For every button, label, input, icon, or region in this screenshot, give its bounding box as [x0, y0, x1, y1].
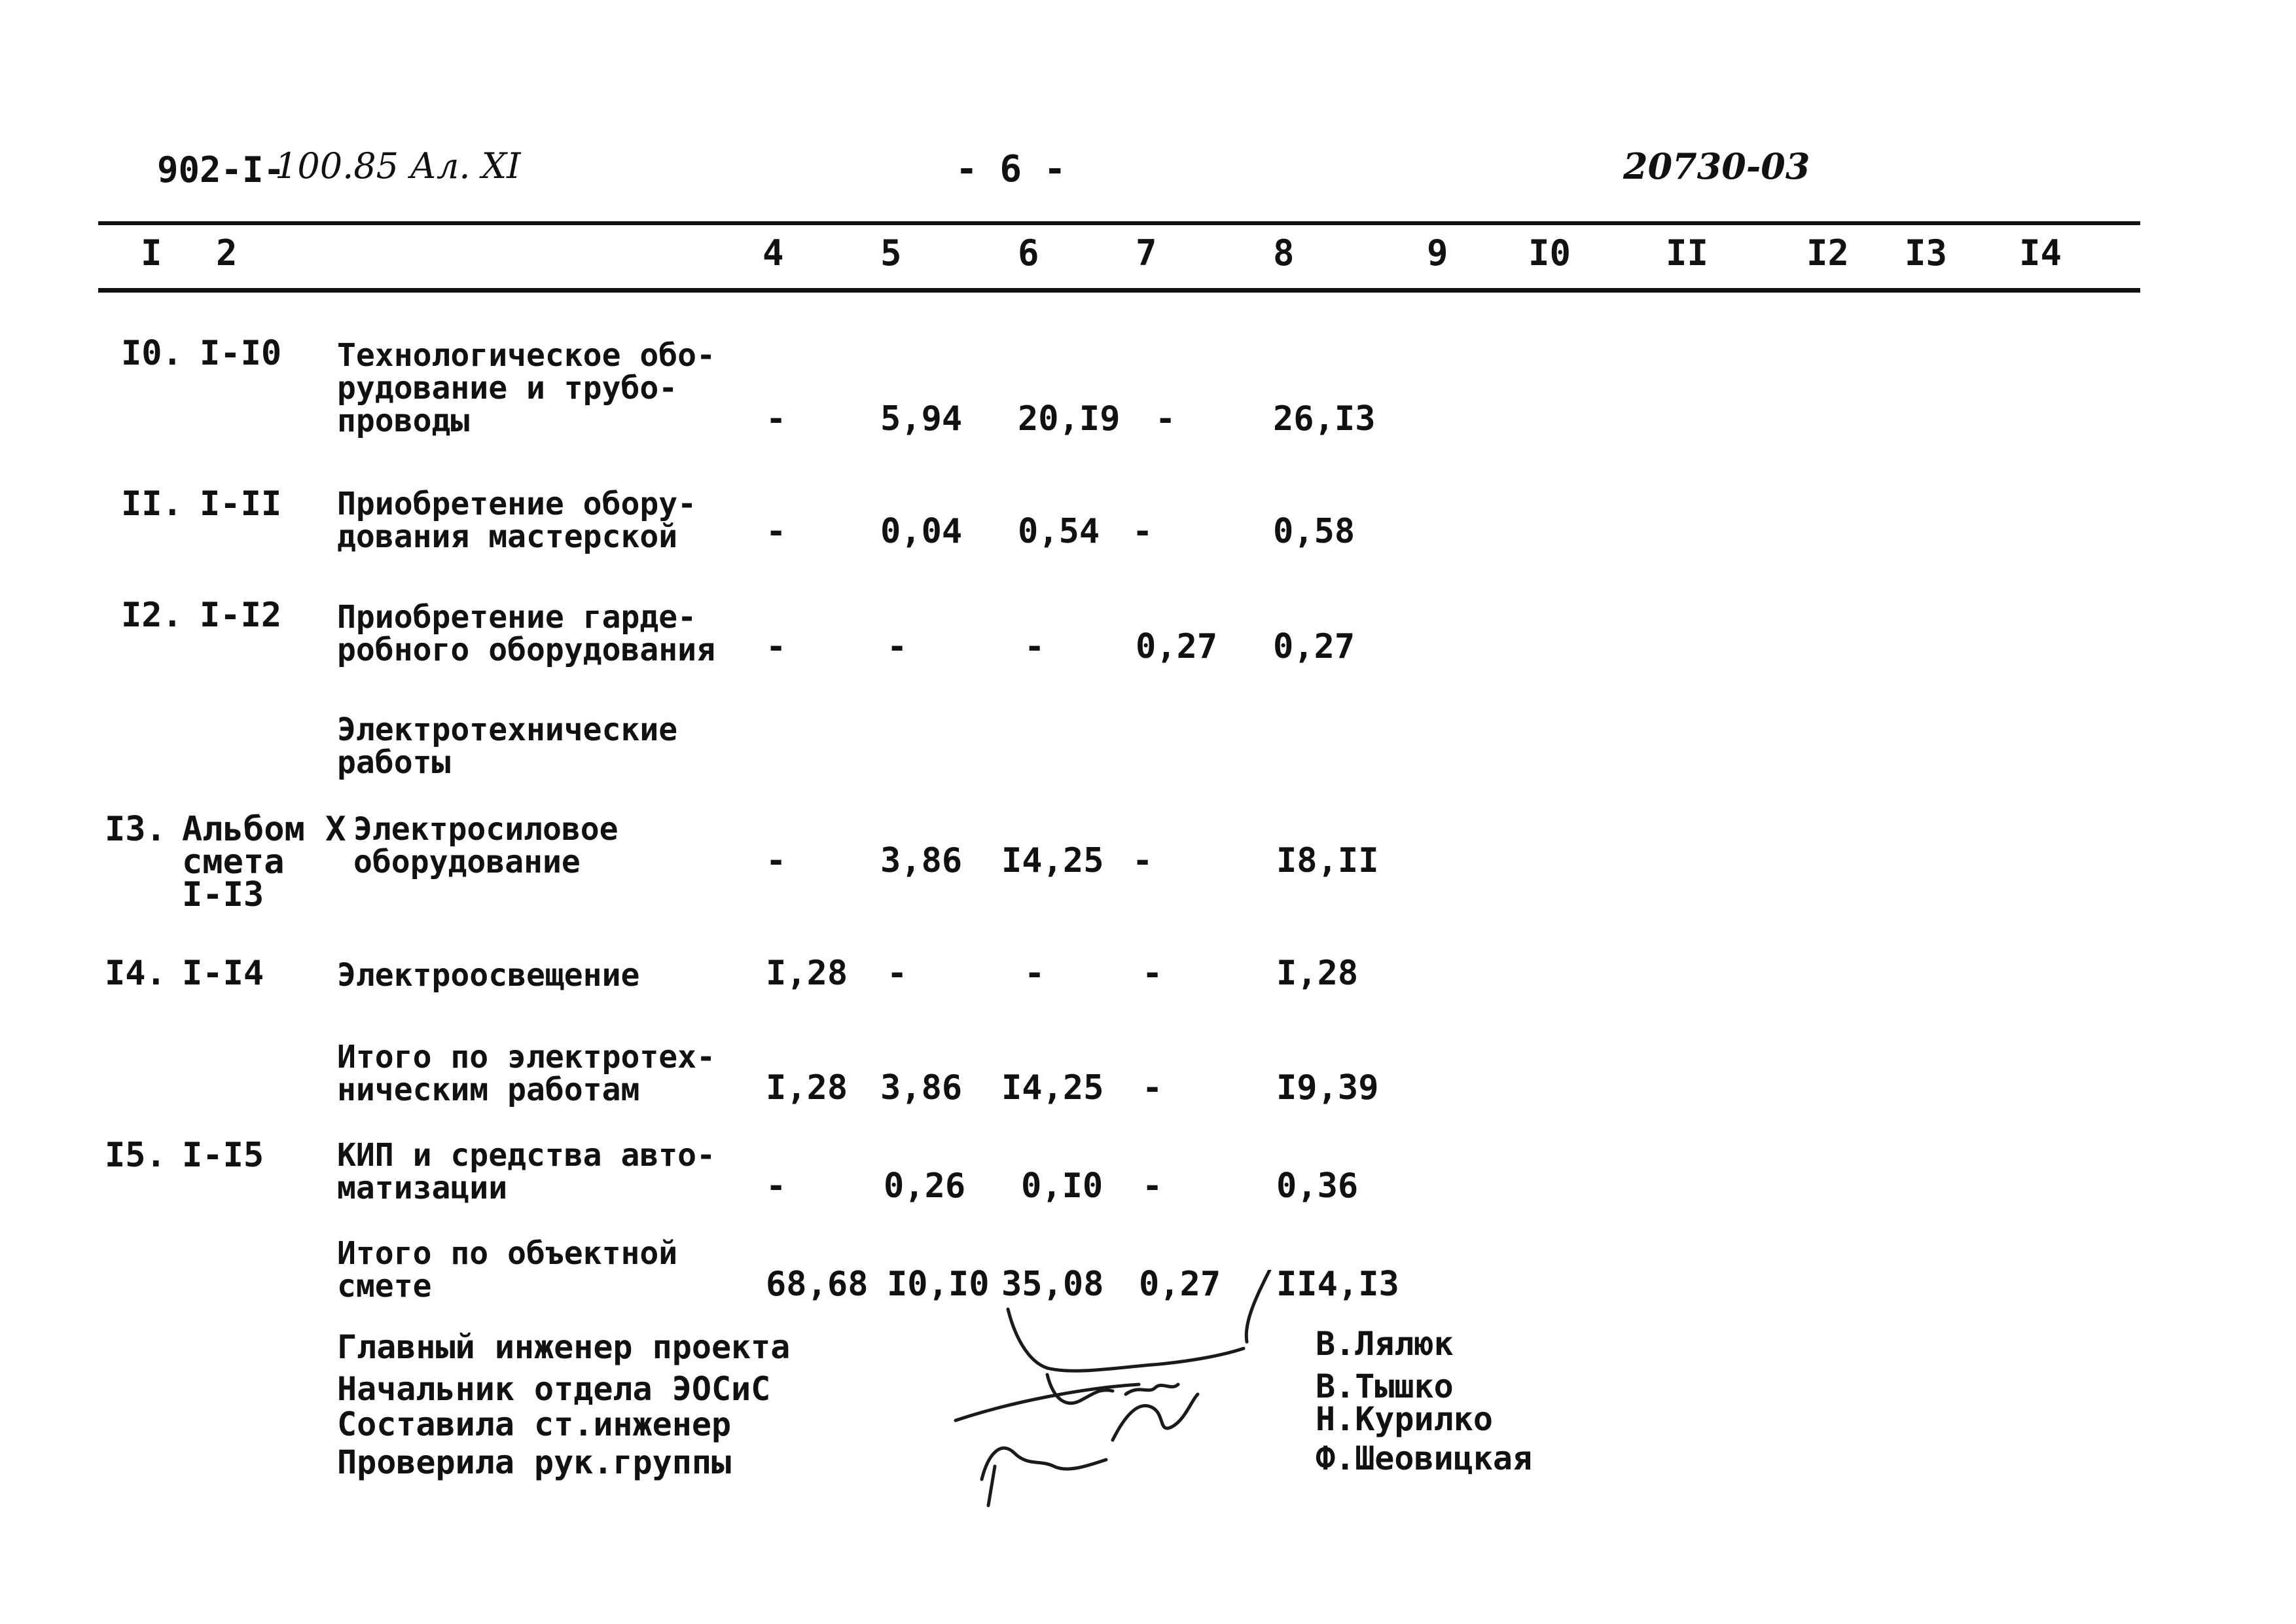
column-number: 9: [1427, 232, 1448, 274]
row-description-line: Приобретение обору-: [337, 486, 697, 522]
row-description-line: матизации: [337, 1170, 508, 1206]
row-number: I0.: [121, 334, 183, 373]
handwritten-signatures: [916, 1265, 1309, 1532]
row-description-line: дования мастерской: [337, 518, 678, 555]
signature-stroke: [1047, 1375, 1113, 1403]
column-number: I2: [1806, 232, 1850, 274]
cell-col4: -: [766, 512, 787, 551]
cell-col4: -: [766, 627, 787, 666]
row-number: I2.: [121, 596, 183, 635]
cell-col5: 0,26: [884, 1166, 966, 1206]
signature-stroke: [988, 1466, 995, 1506]
cell-col5: -: [887, 627, 908, 666]
section-heading-line: работы: [337, 744, 451, 781]
document-reference-handwritten: 100.85 Ал. XI: [275, 145, 521, 187]
page-number: - 6 -: [956, 148, 1066, 190]
cell-col7: 0,27: [1139, 1265, 1221, 1304]
row-reference-line: I-I3: [182, 875, 264, 914]
header-bottom-rule: [98, 288, 2140, 293]
signature-stroke: [1113, 1394, 1198, 1440]
cell-col6: -: [1024, 627, 1045, 666]
signatory-title: Проверила рук.группы: [337, 1443, 732, 1481]
row-description-line: рудование и трубо-: [337, 370, 678, 406]
top-rule: [98, 221, 2140, 225]
row-number: I4.: [105, 954, 166, 993]
signatory-name: В.Лялюк: [1316, 1325, 1454, 1363]
row-description-line: оборудование: [353, 844, 581, 880]
document-code: 20730-03: [1623, 145, 1810, 187]
cell-col7: -: [1142, 1068, 1163, 1108]
row-description-line: КИП и средства авто-: [337, 1137, 715, 1174]
column-number: 8: [1273, 232, 1295, 274]
cell-col6: 35,08: [1001, 1265, 1104, 1304]
subtotal-label-line: Итого по электротех-: [337, 1039, 715, 1075]
cell-col6: 20,I9: [1018, 399, 1121, 439]
signature-stroke: [1246, 1270, 1270, 1342]
total-label-line: смете: [337, 1268, 432, 1305]
cell-col7: -: [1132, 841, 1153, 880]
column-number: I0: [1528, 232, 1571, 274]
cell-col8: II4,I3: [1276, 1265, 1399, 1304]
column-number: I4: [2019, 232, 2062, 274]
column-number: 7: [1136, 232, 1157, 274]
cell-col4: -: [766, 399, 787, 439]
cell-col6: -: [1024, 954, 1045, 993]
signatory-name: В.Тышко: [1316, 1367, 1454, 1405]
cell-col8: 0,27: [1273, 627, 1355, 666]
row-number: I5.: [105, 1136, 166, 1175]
row-description-line: Электросиловое: [353, 811, 619, 848]
row-reference: I-I0: [200, 334, 282, 373]
cell-col4: I,28: [766, 1068, 848, 1108]
cell-col4: -: [766, 1166, 787, 1206]
section-heading-line: Электротехнические: [337, 712, 678, 748]
signatory-title: Составила ст.инженер: [337, 1405, 732, 1443]
signatory-title: Начальник отдела ЭОСиС: [337, 1370, 771, 1408]
cell-col5: I0,I0: [887, 1265, 990, 1304]
cell-col5: 5,94: [880, 399, 963, 439]
row-description-line: Приобретение гарде-: [337, 599, 697, 636]
cell-col6: 0,54: [1018, 512, 1100, 551]
row-description-line: Электроосвещение: [337, 957, 640, 994]
column-number: 5: [880, 232, 902, 274]
signature-stroke: [1008, 1309, 1244, 1371]
row-reference: I-I2: [200, 596, 282, 635]
cell-col6: I4,25: [1001, 1068, 1104, 1108]
row-number: I3.: [105, 810, 166, 849]
row-reference: I-II: [200, 484, 282, 524]
cell-col8: I8,II: [1276, 841, 1379, 880]
cell-col5: -: [887, 954, 908, 993]
signature-stroke: [982, 1448, 1106, 1479]
cell-col8: 0,36: [1276, 1166, 1359, 1206]
column-number: 6: [1018, 232, 1039, 274]
signatory-name: Ф.Шеовицкая: [1316, 1439, 1533, 1477]
cell-col7: -: [1142, 954, 1163, 993]
row-description-line: робного оборудования: [337, 632, 715, 668]
row-reference: I-I5: [182, 1136, 264, 1175]
row-description-line: Технологическое обо-: [337, 337, 715, 374]
signatory-title: Главный инженер проекта: [337, 1328, 791, 1366]
column-number: 2: [216, 232, 238, 274]
cell-col4: 68,68: [766, 1265, 869, 1304]
row-description-line: проводы: [337, 403, 470, 439]
column-number: I: [141, 232, 162, 274]
cell-col7: -: [1132, 512, 1153, 551]
total-label-line: Итого по объектной: [337, 1235, 678, 1272]
row-reference-line: смета: [182, 842, 285, 882]
cell-col8: I9,39: [1276, 1068, 1379, 1108]
cell-col5: 3,86: [880, 1068, 963, 1108]
cell-col6: 0,I0: [1021, 1166, 1103, 1206]
row-reference: Альбом X: [182, 810, 346, 849]
cell-col5: 0,04: [880, 512, 963, 551]
cell-col8: 26,I3: [1273, 399, 1376, 439]
subtotal-label-line: ническим работам: [337, 1072, 640, 1108]
document-reference: 902-I-: [157, 149, 285, 190]
column-number: II: [1666, 232, 1709, 274]
cell-col8: 0,58: [1273, 512, 1355, 551]
signatory-name: Н.Курилко: [1316, 1400, 1493, 1438]
column-number: I3: [1905, 232, 1948, 274]
column-number: 4: [762, 232, 784, 274]
cell-col4: -: [766, 841, 787, 880]
cell-col7: -: [1142, 1166, 1163, 1206]
cell-col4: I,28: [766, 954, 848, 993]
cell-col6: I4,25: [1001, 841, 1104, 880]
cell-col7: 0,27: [1136, 627, 1218, 666]
cell-col5: 3,86: [880, 841, 963, 880]
row-reference: I-I4: [182, 954, 264, 993]
cell-col7: -: [1155, 399, 1176, 439]
row-number: II.: [121, 484, 183, 524]
cell-col8: I,28: [1276, 954, 1359, 993]
